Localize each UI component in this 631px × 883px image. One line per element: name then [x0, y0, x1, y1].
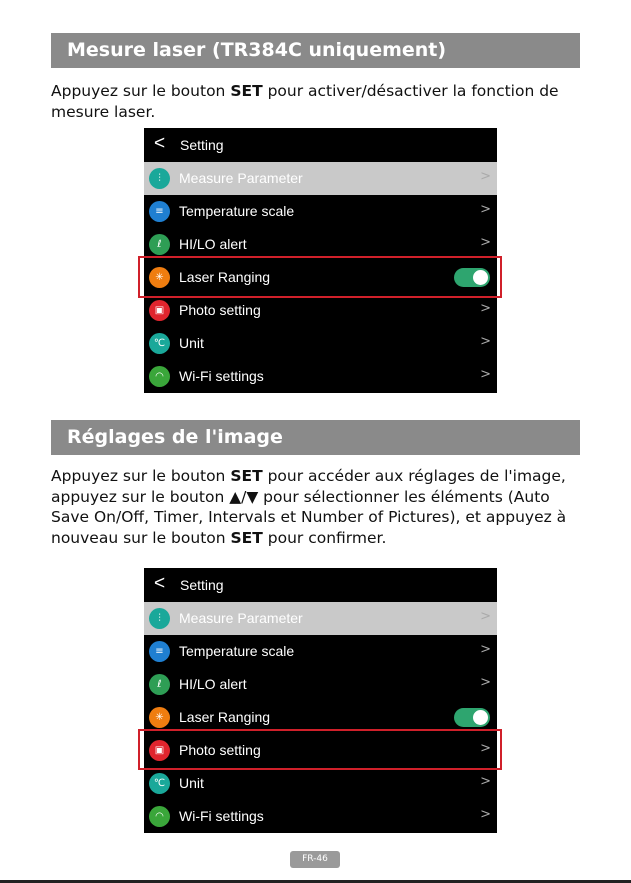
back-arrow-icon[interactable]: <: [154, 133, 166, 154]
menu-item-label: Unit: [179, 775, 204, 791]
menu-item-hi-lo-alert[interactable]: [144, 668, 497, 701]
paragraph-text: Appuyez sur le bouton: [51, 467, 231, 485]
menu-item-photo-setting[interactable]: [144, 294, 497, 327]
menu-item-temperature-scale[interactable]: [144, 195, 497, 228]
chevron-right-icon: >: [480, 235, 491, 250]
paragraph-text: pour accéder aux réglages de l'image, appuyez sur le bouton ▲/▼ pour sélectionner les éléments (Auto Save On/Off, Timer, Intervals et Number of Pictures), et appuyez à nouveau sur le bouton: [51, 467, 567, 547]
device-screen-image: [144, 568, 497, 833]
menu-item-label: HI/LO alert: [179, 236, 247, 252]
bold-keyword: SET: [230, 467, 263, 485]
menu-item-label: HI/LO alert: [179, 676, 247, 692]
wifi-icon: ◠: [149, 806, 170, 827]
menu-item-label: Photo setting: [179, 302, 261, 318]
sliders-icon: ≡: [149, 641, 170, 662]
section-heading-image: Réglages de l'image: [51, 420, 580, 455]
screen-title: Setting: [180, 577, 224, 593]
chevron-right-icon: >: [480, 741, 491, 756]
section-paragraph-laser: [51, 81, 586, 122]
menu-item-label: Measure Parameter: [179, 610, 303, 626]
menu-item-temperature-scale[interactable]: [144, 635, 497, 668]
highlight-box-photo-setting: [138, 729, 502, 770]
menu-item-unit[interactable]: [144, 767, 497, 800]
screen-title: Setting: [180, 137, 224, 153]
thermometer-icon: ⫶: [149, 608, 170, 629]
screen-header: [144, 568, 497, 602]
menu-item-wi-fi-settings[interactable]: [144, 800, 497, 833]
highlight-box-laser-ranging: [138, 256, 502, 298]
unit-icon: ℃: [149, 773, 170, 794]
menu-item-wi-fi-settings[interactable]: [144, 360, 497, 393]
alert-thermometer-icon: ℓ: [149, 234, 170, 255]
laser-toggle-switch[interactable]: [454, 708, 490, 727]
chevron-right-icon: >: [480, 334, 491, 349]
chevron-right-icon: >: [480, 301, 491, 316]
section-heading-laser: Mesure laser (TR384C uniquement): [51, 33, 580, 68]
chevron-right-icon: >: [480, 675, 491, 690]
laser-icon: ✳: [149, 707, 170, 728]
wifi-icon: ◠: [149, 366, 170, 387]
page-number-badge: FR-46: [290, 851, 340, 868]
menu-item-unit[interactable]: [144, 327, 497, 360]
alert-thermometer-icon: ℓ: [149, 674, 170, 695]
menu-item-label: Laser Ranging: [179, 709, 271, 725]
bold-keyword: SET: [230, 82, 263, 100]
paragraph-text: Appuyez sur le bouton: [51, 82, 231, 100]
menu-item-label: Photo setting: [179, 742, 261, 758]
photo-icon: ▣: [149, 740, 170, 761]
menu-item-label: Wi-Fi settings: [179, 808, 264, 824]
chevron-right-icon: >: [480, 807, 491, 822]
chevron-right-icon: >: [480, 642, 491, 657]
laser-icon: ✳: [149, 267, 170, 288]
bold-keyword: SET: [230, 528, 263, 547]
thermometer-icon: ⫶: [149, 168, 170, 189]
unit-icon: ℃: [149, 333, 170, 354]
menu-item-label: Temperature scale: [179, 643, 295, 659]
menu-item-label: Temperature scale: [179, 203, 295, 219]
menu-item-label: Wi-Fi settings: [179, 368, 264, 384]
menu-item-label: Laser Ranging: [179, 269, 271, 285]
chevron-right-icon: >: [480, 774, 491, 789]
menu-item-measure-parameter[interactable]: [144, 602, 497, 635]
paragraph-text: pour activer/désactiver la fonction de mesure laser.: [51, 82, 559, 121]
sliders-icon: ≡: [149, 201, 170, 222]
menu-item-measure-parameter[interactable]: [144, 162, 497, 195]
section-paragraph-image: [51, 466, 586, 548]
chevron-right-icon: >: [480, 202, 491, 217]
photo-icon: ▣: [149, 300, 170, 321]
menu-item-label: Measure Parameter: [179, 170, 303, 186]
screen-header: [144, 128, 497, 162]
menu-item-label: Unit: [179, 335, 204, 351]
paragraph-text: pour confirmer.: [262, 528, 387, 547]
chevron-right-icon: >: [480, 609, 491, 624]
chevron-right-icon: >: [480, 169, 491, 184]
chevron-right-icon: >: [480, 367, 491, 382]
back-arrow-icon[interactable]: <: [154, 573, 166, 594]
